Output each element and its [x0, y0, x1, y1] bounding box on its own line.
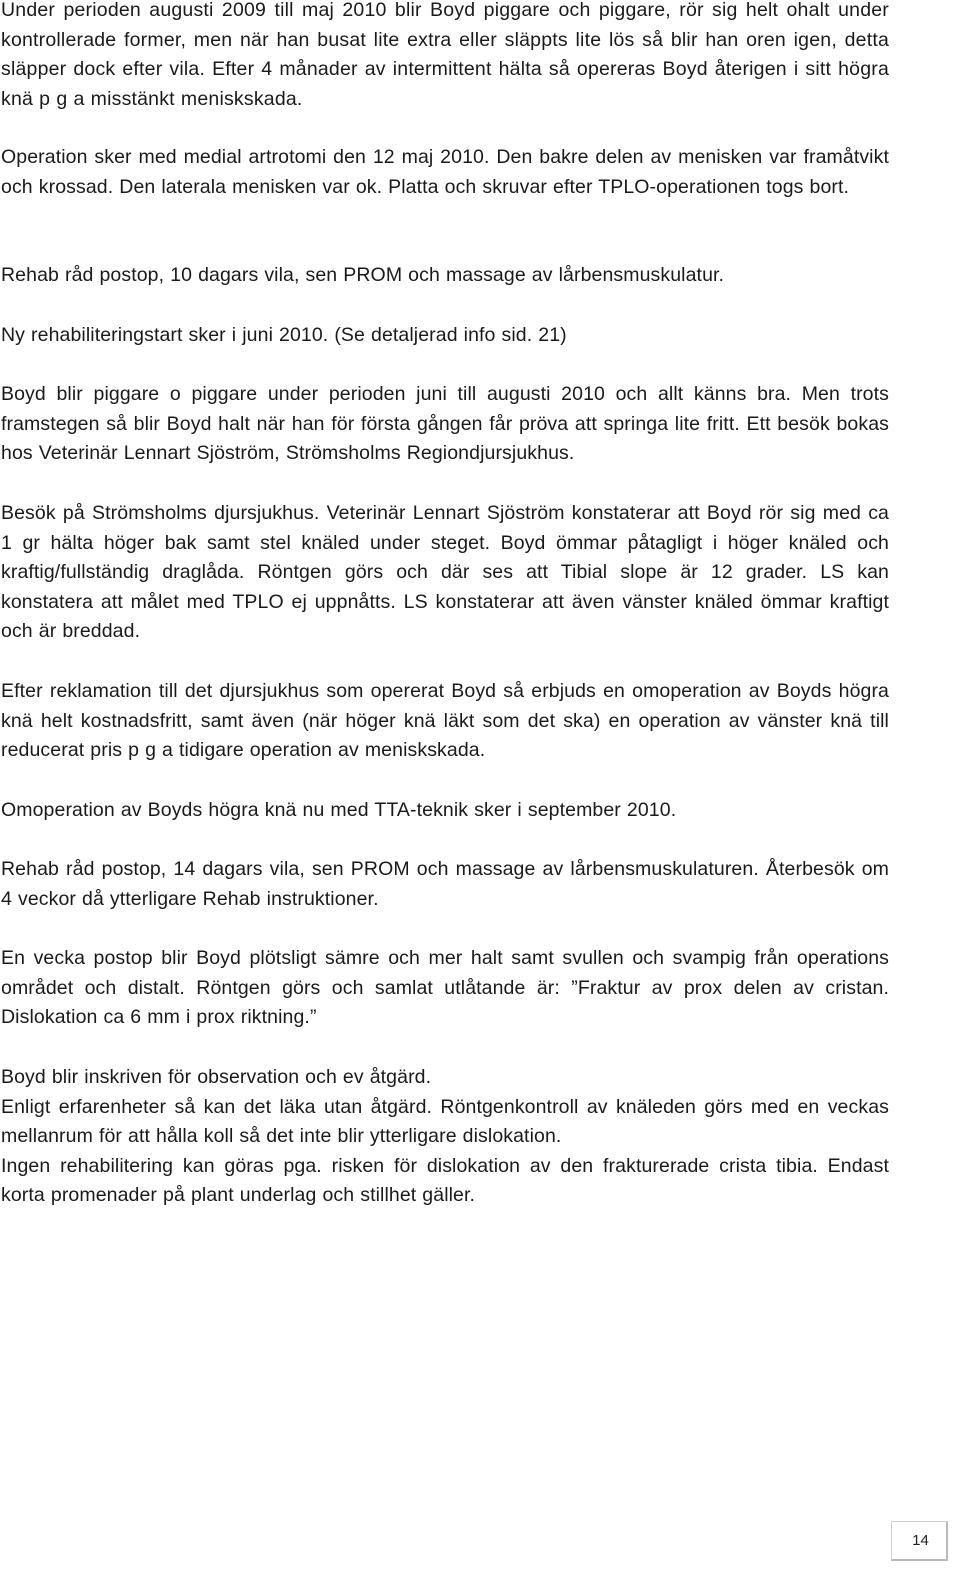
paragraph-complaint-reoperation-offer: Efter reklamation till det djursjukhus som opererat Boyd så erbjuds en omoperation av Boyds högra knä helt kostnadsfritt, samt även (när höger knä läkt som det ska) en operation av vänster knä till reducerat pris p g a tidigare operation av meniskskada. [1, 680, 889, 762]
paragraph-fracture-finding: En vecka postop blir Boyd plötsligt sämre och mer halt samt svullen och svampig från operations området och distalt. Röntgen görs och samlat utlåtande är: ”Fraktur av prox delen av cristan. Dislokation ca 6 mm i prox riktning.” [1, 947, 889, 1029]
paragraph-new-rehab-start: Ny rehabiliteringstart sker i juni 2010. (Se detaljerad info sid. 21) [1, 324, 567, 346]
paragraph-lameness-returns: Boyd blir piggare o piggare under perioden juni till augusti 2010 och allt känns bra. Men trots framstegen så blir Boyd halt när han för första gången får pröva att springa lite fritt. Ett besök bokas hos Veterinär Lennart Sjöström, Strömsholms Regiondjursjukhus. [1, 383, 889, 465]
page-number-box [891, 1521, 948, 1561]
paragraph-operation-medial-artrotomi: Operation sker med medial artrotomi den 12 maj 2010. Den bakre delen av menisken var framåtvikt och krossad. Den laterala menisken var ok. Platta och skruvar efter TPLO-operationen togs bort. [1, 146, 889, 198]
paragraph-rehab-advice-14-days: Rehab råd postop, 14 dagars vila, sen PROM och massage av lårbensmuskulaturen. Återbesök om 4 veckor då ytterligare Rehab instruktioner. [1, 858, 889, 910]
page-number: 14 [912, 1532, 929, 1549]
paragraph-rehab-advice-10-days: Rehab råd postop, 10 dagars vila, sen PROM och massage av lårbensmuskulatur. [1, 264, 725, 286]
paragraph-stromsholm-visit: Besök på Strömsholms djursjukhus. Veterinär Lennart Sjöström konstaterar att Boyd rör sig med ca 1 gr hälta höger bak samt stel knäled under steget. Boyd ömmar påtagligt i höger knäled och kraftig/fullständig draglåda. Röntgen görs och där ses att Tibial slope är 12 grader. LS kan konstatera att målet med TPLO ej uppnåtts. LS konstaterar att även vänster knäled ömmar kraftigt och är breddad. [1, 502, 889, 643]
paragraph-observation-and-restrictions: Boyd blir inskriven för observation och ev åtgärd. Enligt erfarenheter så kan det läka utan åtgärd. Röntgenkontroll av knäleden görs med en veckas mellanrum för att hålla koll så det inte blir ytterligare dislokation. Ingen rehabilitering kan göras pga. risken för dislokation av den frakturerade crista tibia. Endast korta promenader på plant underlag och stillhet gäller. [1, 1066, 889, 1207]
paragraph-tta-reoperation: Omoperation av Boyds högra knä nu med TTA-teknik sker i september 2010. [1, 799, 677, 821]
paragraph-recovery-period: Under perioden augusti 2009 till maj 2010 blir Boyd piggare och piggare, rör sig helt ohalt under kontrollerade former, men när han busat lite extra eller släppts lite lös så blir han oren igen, detta släpper dock efter vila. Efter 4 månader av intermittent hälta så opereras Boyd återigen i sitt högra knä p g a misstänkt meniskskada. [1, 0, 889, 110]
